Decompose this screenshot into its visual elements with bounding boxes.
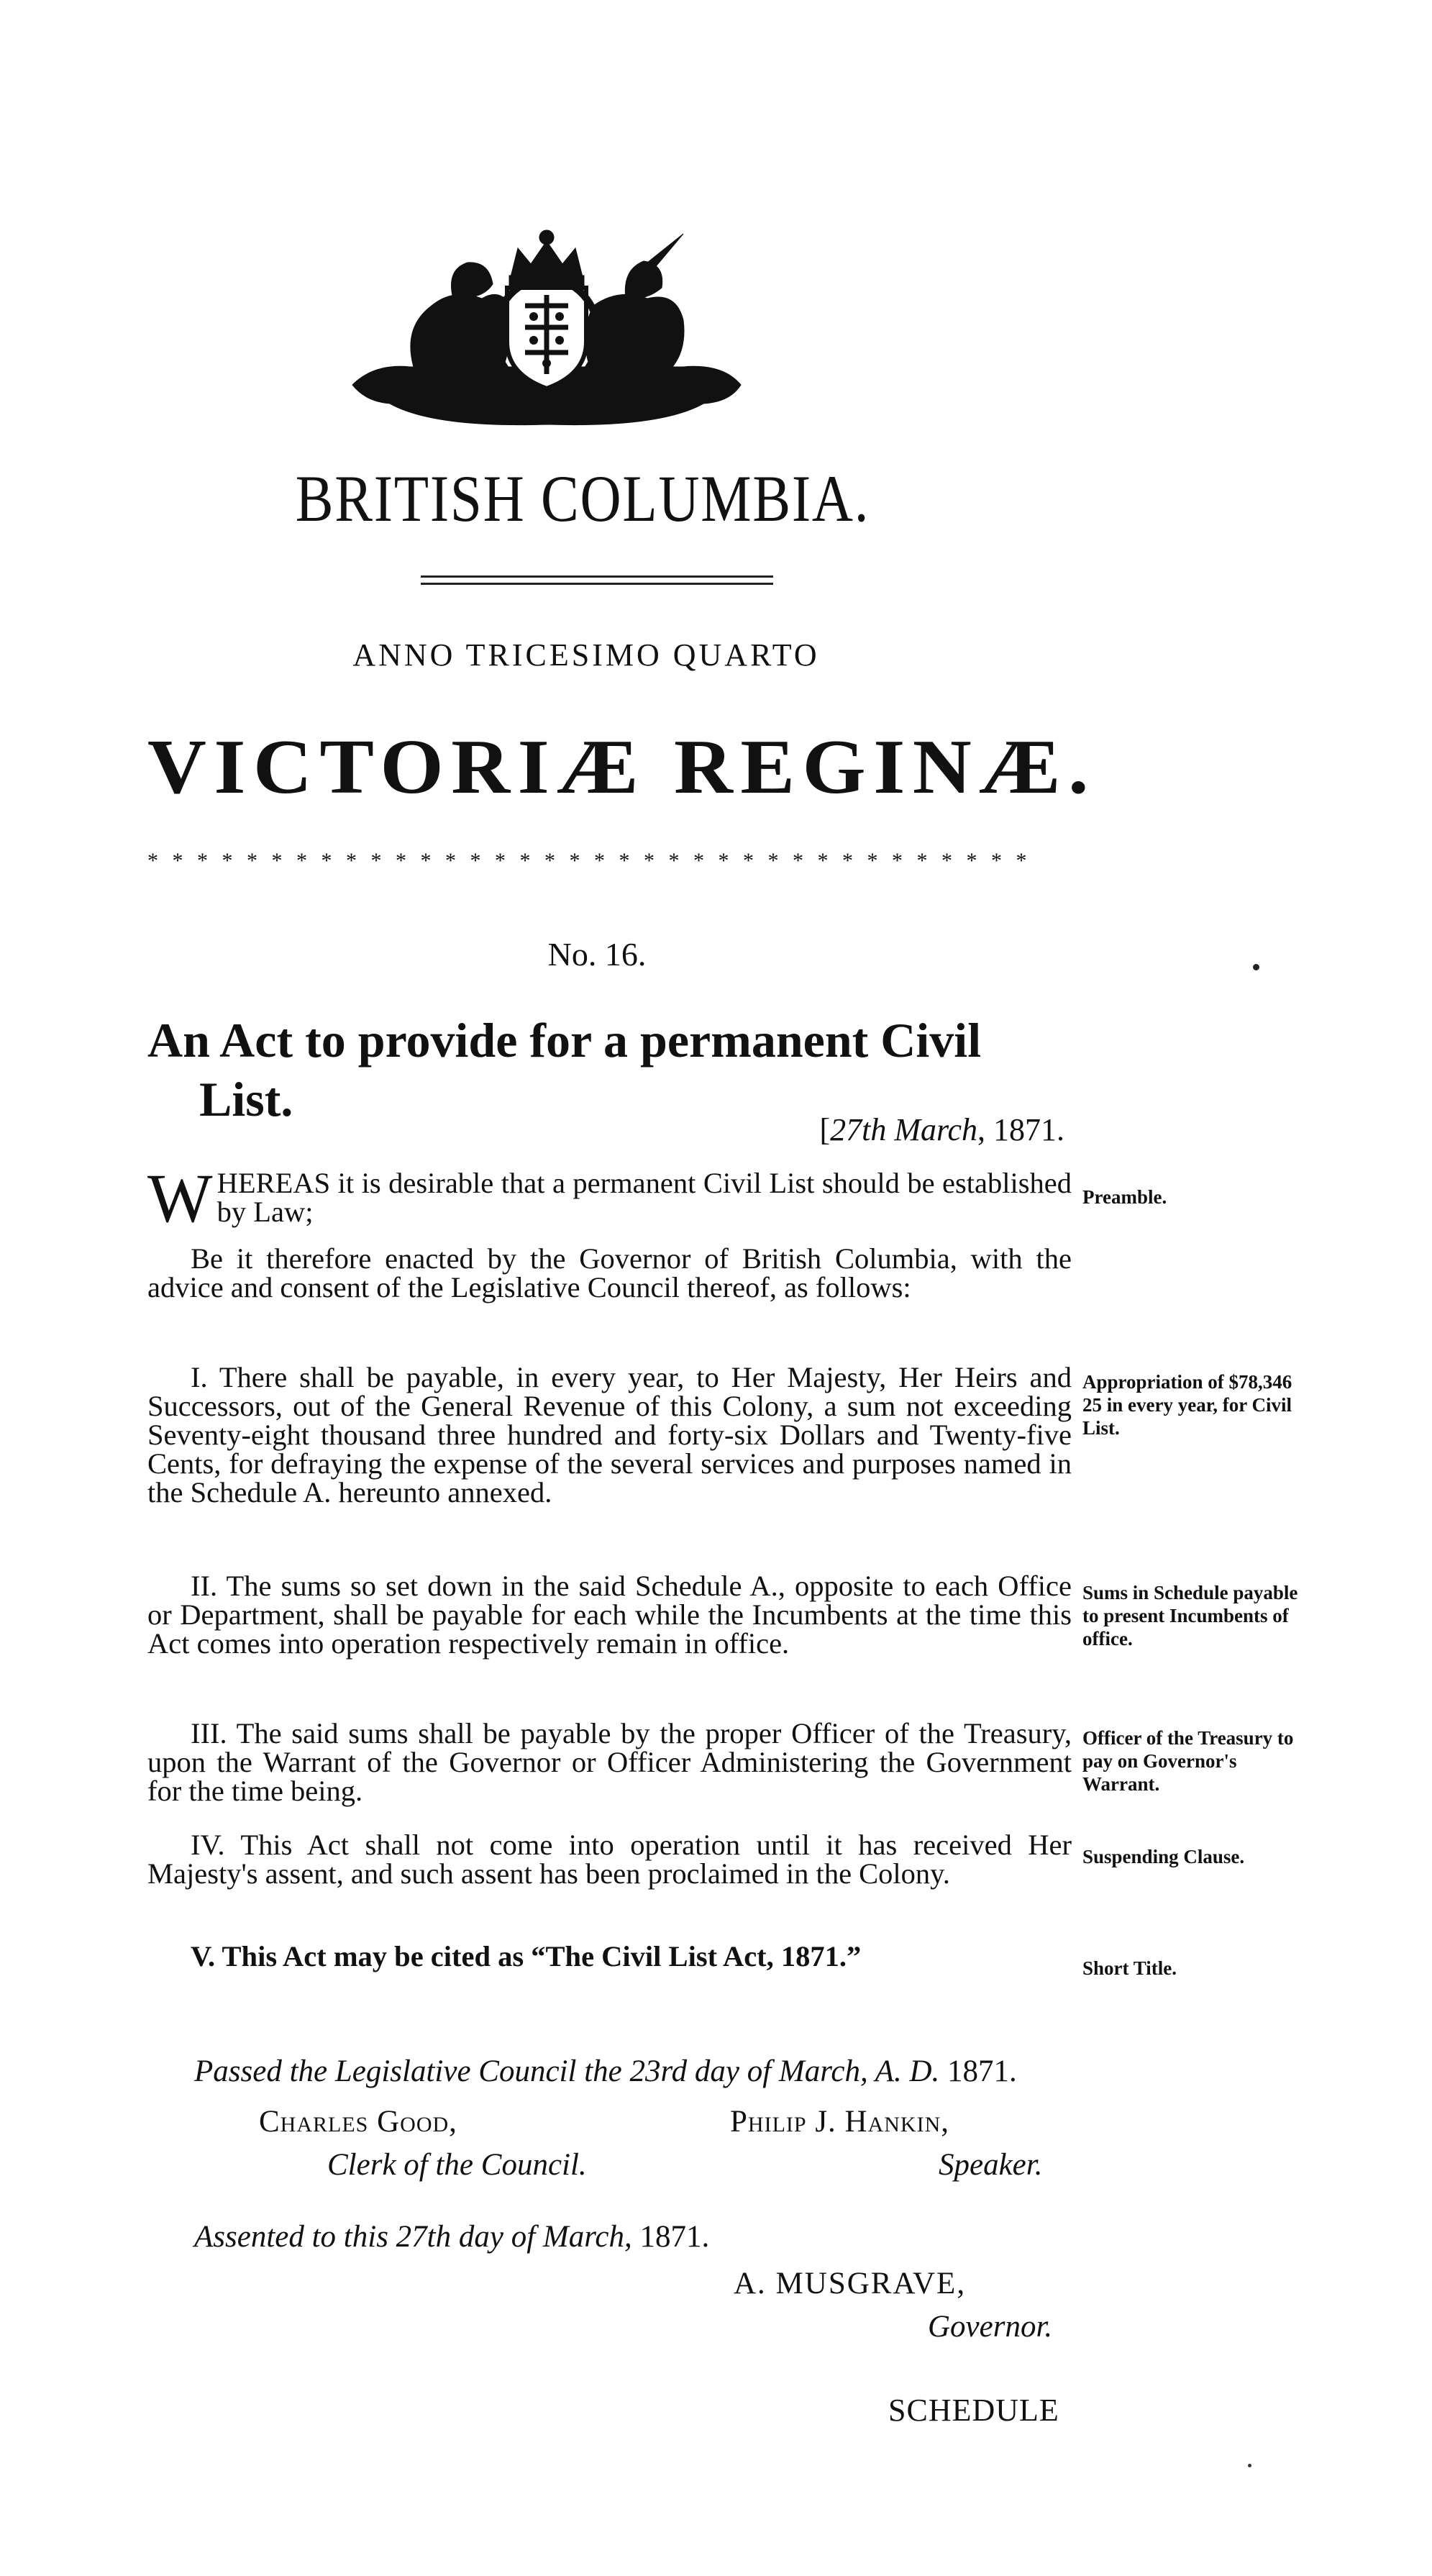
- assent-line: [194, 2219, 709, 2254]
- speaker-name: Philip J. Hankin,: [730, 2105, 950, 2139]
- passed-text: Passed the Legislative Council the 23rd day of March, A. D.: [194, 2054, 940, 2088]
- clerk-title-text: Clerk of the Council.: [327, 2148, 587, 2182]
- passed-line: [194, 2054, 1017, 2089]
- section-3-text: III. The said sums shall be payable by the proper Officer of the Treasury, upon the Warrant of the Governor or Officer Administering the Government for the time being.: [147, 1717, 1072, 1807]
- date-day-month: 27th March: [830, 1112, 977, 1147]
- preamble-text: HEREAS it is desirable that a permanent Civil List should be established by Law;: [216, 1167, 1072, 1228]
- section-2: [147, 1572, 1072, 1658]
- preamble: [147, 1160, 1072, 1237]
- act-number: No. 16.: [547, 936, 647, 973]
- date-bracket: [: [819, 1112, 831, 1147]
- margin-note-treasury: Officer of the Treasury to pay on Governor's Warrant.: [1082, 1727, 1294, 1795]
- clerk-title: [327, 2147, 587, 2183]
- section-4-text: IV. This Act shall not come into operation until it has received Her Majesty's assent, and such assent has been proclaimed in the Colony.: [147, 1829, 1072, 1890]
- section-2-text: II. The sums so set down in the said Schedule A., opposite to each Office or Department, shall be payable for each while the Incumbents at the time this Act comes into operation respectively remain in office.: [147, 1570, 1072, 1660]
- margin-note-appropriation: Appropriation of $78,346 25 in every year, for Civil List.: [1082, 1371, 1292, 1439]
- assent-year: 1871.: [631, 2220, 710, 2254]
- double-rule-top: [421, 575, 773, 578]
- passed-year: 1871.: [939, 2054, 1017, 2088]
- date-year: , 1871.: [977, 1112, 1064, 1147]
- stray-speck: [1248, 2464, 1251, 2467]
- margin-note-short-title: Short Title.: [1082, 1957, 1177, 1979]
- governor-title: [928, 2309, 1052, 2344]
- margin-note-preamble: Preamble.: [1082, 1186, 1167, 1208]
- act-title-line-1: An Act to provide for a permanent Civil: [147, 1013, 982, 1068]
- catchword: SCHEDULE: [888, 2393, 1059, 2428]
- section-3: [147, 1719, 1072, 1806]
- drop-cap: W: [147, 1160, 213, 1237]
- clerk-name: Charles Good,: [259, 2105, 457, 2139]
- act-date: [809, 1111, 1064, 1148]
- speaker-title-text: Speaker.: [939, 2148, 1043, 2182]
- assent-text: Assented to this 27th day of March,: [194, 2220, 632, 2254]
- governor-title-text: Governor.: [928, 2310, 1053, 2344]
- section-5: [147, 1942, 1072, 1971]
- double-rule-bottom: [421, 583, 773, 585]
- section-4: [147, 1831, 1072, 1888]
- royal-coat-of-arms-icon: [345, 219, 748, 432]
- colony-heading: BRITISH COLUMBIA.: [295, 462, 870, 535]
- act-title-line-2: List.: [199, 1072, 293, 1127]
- enacting-text: Be it therefore enacted by the Governor of British Columbia, with the advice and consent of the Legislative Council thereof, as follows:: [147, 1242, 1072, 1303]
- margin-note-suspending: Suspending Clause.: [1082, 1846, 1245, 1867]
- regnal-year: ANNO TRICESIMO QUARTO: [352, 637, 820, 673]
- section-1: [147, 1363, 1072, 1507]
- stray-mark: [1253, 964, 1259, 970]
- reign-heading: VICTORIÆ REGINÆ.: [147, 724, 1097, 810]
- section-1-text: I. There shall be payable, in every year, to Her Majesty, Her Heirs and Successors, out of the General Revenue of this Colony, a sum not exceeding Seventy-eight thousand three hundred and forty-six Dollars and Twenty-five Cents, for defraying the expense of the several services and purposes named in the Schedule A. hereunto annexed.: [147, 1361, 1072, 1508]
- star-row: * * * * * * * * * * * * * * * * * * * * * * * * * * * * * * * * * * * *: [147, 849, 1031, 873]
- speaker-title: [939, 2147, 1042, 2183]
- enacting-clause: [147, 1244, 1072, 1302]
- governor-name: A. MUSGRAVE,: [734, 2267, 967, 2300]
- section-5-text: V. This Act may be cited as “The Civil List Act, 1871.”: [191, 1940, 862, 1972]
- margin-note-incumbents: Sums in Schedule payable to present Incumbents of office.: [1082, 1582, 1298, 1649]
- star-divider: [147, 849, 1061, 873]
